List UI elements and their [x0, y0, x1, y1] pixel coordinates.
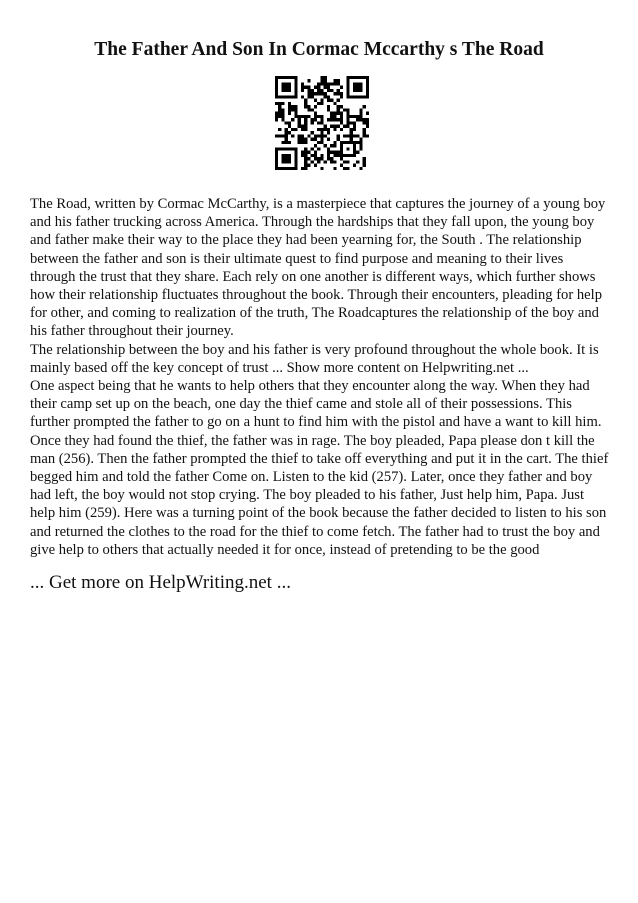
qr-code-icon: [275, 76, 369, 170]
get-more-link[interactable]: ... Get more on HelpWriting.net ...: [30, 572, 291, 593]
paragraph-relationship: The relationship between the boy and his father is very profound throughout the whole book. It is mainly based off the key concept of trust ... Show more content on Helpwriting.net ...: [30, 341, 599, 376]
paragraph-thief: One aspect being that he wants to help others that they encounter along the way. When they had their camp set up on the beach, one day the thief came and stole all of their possessions. This further prompted the father to go on a hunt to find him with the pistol and have a want to kill him. Once they had found the thief, the father was in rage. The boy pleaded, Papa please don t kill the man (256). Then the father prompted the thief to take off everything and put it in the cart. The thief begged him and told the father Come on. Listen to the kid (257). Later, once they father and boy had left, the boy would not stop crying. The boy pleaded to his father, Just help him, Papa. Just help him (259). Here was a turning point of the book because the father decided to listen to his son and returned the clothes to the road for the thief to come fetch. The father had to trust the boy and give help to others that actually needed it for once, instead of pretending to be the good: [30, 378, 609, 558]
article-body: [30, 195, 610, 559]
paragraph-intro: The Road, written by Cormac McCarthy, is a masterpiece that captures the journey of a young boy and his father trucking across America. Through the hardships that they fall upon, the young boy and father make their way to the place they had been yearning for, the South . The relationship between the father and son is their ultimate quest to find purpose and meaning to their lives through the trust that they share. Each rely on one another is different ways, which further shows how their relationship fluctuates throughout the book. Through their encounters, pleading for help for other, and coming to realization of the truth, The Roadcaptures the relationship of the boy and his father throughout their journey.: [30, 196, 606, 340]
page-title: The Father And Son In Cormac Mccarthy s The Road: [94, 39, 544, 60]
